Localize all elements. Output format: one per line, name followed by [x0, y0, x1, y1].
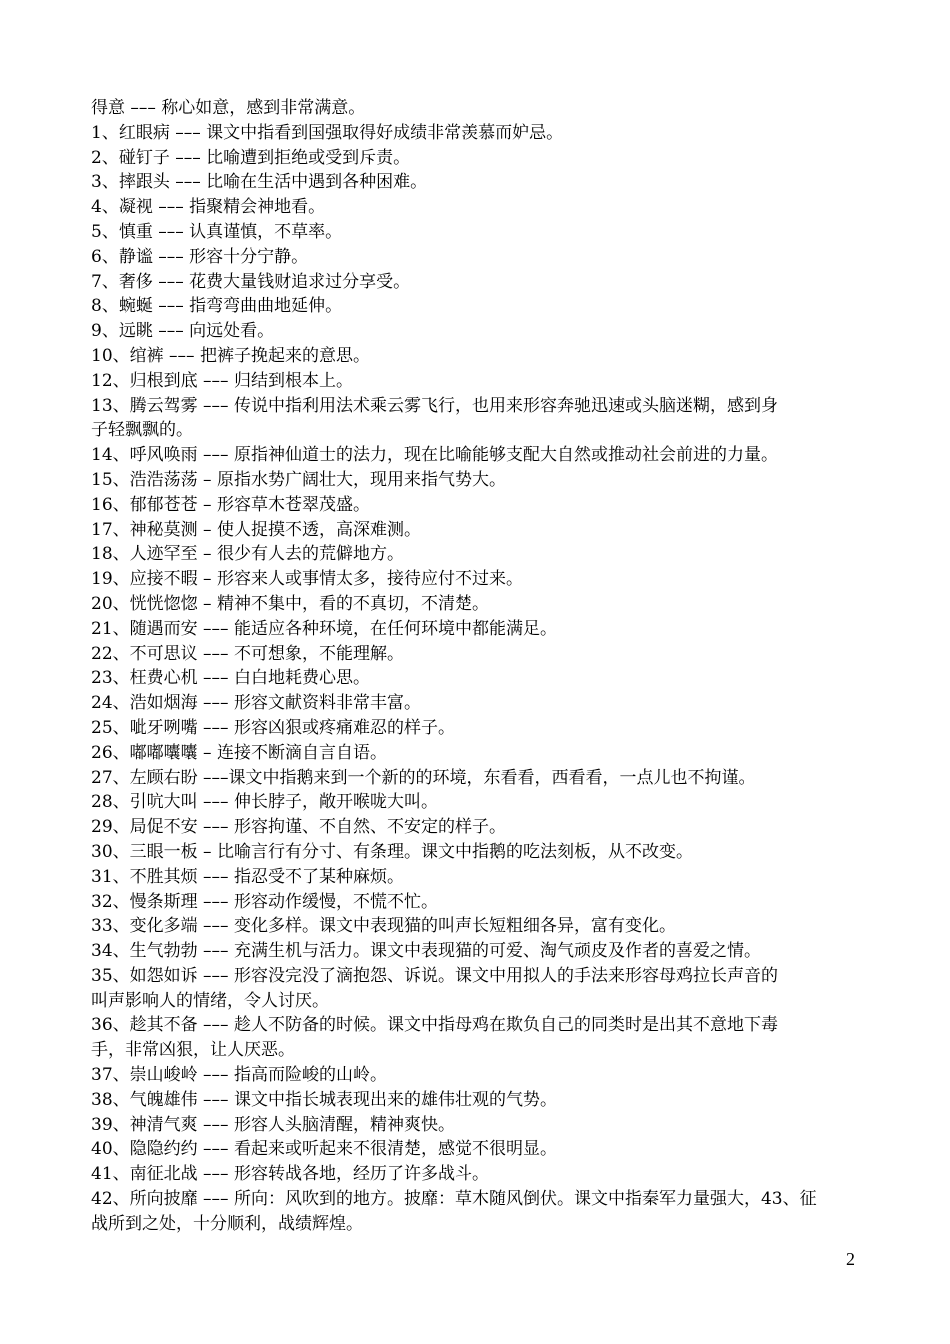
text-line: 42、所向披靡 ––– 所向：风吹到的地方。披靡：草木随风倒伏。课文中指秦军力量强大，43、征 [91, 1189, 817, 1210]
text-line: 5、慎重 ––– 认真谨慎，不草率。 [91, 221, 343, 242]
text-line: 7、奢侈 ––– 花费大量钱财追求过分享受。 [91, 271, 411, 292]
text-line: 37、崇山峻岭 ––– 指高而险峻的山岭。 [91, 1065, 387, 1086]
text-line: 战所到之处，十分顺利，战绩辉煌。 [91, 1213, 363, 1234]
text-line: 31、不胜其烦 ––– 指忍受不了某种麻烦。 [91, 866, 404, 887]
text-line: 29、局促不安 ––– 形容拘谨、不自然、不安定的样子。 [91, 817, 506, 838]
text-line: 33、变化多端 ––– 变化多样。课文中表现猫的叫声长短粗细各异，富有变化。 [91, 916, 676, 937]
text-line: 23、枉费心机 ––– 白白地耗费心思。 [91, 668, 370, 689]
text-line: 40、隐隐约约 ––– 看起来或听起来不很清楚，感觉不很明显。 [91, 1139, 557, 1160]
text-line: 26、嘟嘟囔囔 – 连接不断滴自言自语。 [91, 742, 387, 763]
text-line: 18、人迹罕至 – 很少有人去的荒僻地方。 [91, 544, 404, 565]
text-line: 叫声影响人的情绪，令人讨厌。 [91, 990, 329, 1011]
text-line: 22、不可思议 ––– 不可想象，不能理解。 [91, 643, 404, 664]
text-line: 得意 ––– 称心如意，感到非常满意。 [91, 98, 366, 118]
text-line: 19、应接不暇 – 形容来人或事情太多，接待应付不过来。 [91, 569, 523, 590]
text-line: 16、郁郁苍苍 – 形容草木苍翠茂盛。 [91, 494, 370, 515]
text-line: 24、浩如烟海 ––– 形容文献资料非常丰富。 [91, 693, 421, 714]
text-line: 39、神清气爽 ––– 形容人头脑清醒，精神爽快。 [91, 1114, 455, 1135]
text-line: 13、腾云驾雾 ––– 传说中指利用法术乘云雾飞行，也用来形容奔驰迅速或头脑迷糊，感到身 [91, 395, 778, 416]
text-line: 21、随遇而安 ––– 能适应各种环境，在任何环境中都能满足。 [91, 618, 557, 639]
text-line: 32、慢条斯理 ––– 形容动作缓慢，不慌不忙。 [91, 891, 438, 912]
text-line: 15、浩浩荡荡 – 原指水势广阔壮大，现用来指气势大。 [91, 469, 506, 490]
page-number: 2 [846, 1249, 855, 1269]
text-line: 12、归根到底 ––– 归结到根本上。 [91, 370, 353, 391]
text-line: 20、恍恍惚惚 – 精神不集中，看的不真切，不清楚。 [91, 593, 489, 614]
text-line: 手，非常凶狠，让人厌恶。 [91, 1040, 295, 1061]
text-line: 9、远眺 ––– 向远处看。 [91, 321, 275, 342]
text-line: 27、左顾右盼 –––课文中指鹅来到一个新的的环境，东看看，西看看，一点儿也不拘谨。 [91, 767, 756, 788]
text-line: 10、绾裤 ––– 把裤子挽起来的意思。 [91, 345, 370, 366]
text-line: 34、生气勃勃 ––– 充满生机与活力。课文中表现猫的可爱、淘气顽皮及作者的喜爱之情。 [91, 941, 761, 962]
text-line: 14、呼风唤雨 ––– 原指神仙道士的法力，现在比喻能够支配大自然或推动社会前进的力量。 [91, 445, 778, 466]
text-line: 41、南征北战 ––– 形容转战各地，经历了许多战斗。 [91, 1164, 489, 1185]
text-line: 3、摔跟头 ––– 比喻在生活中遇到各种困难。 [91, 172, 428, 193]
text-line: 35、如怨如诉 ––– 形容没完没了滴抱怨、诉说。课文中用拟人的手法来形容母鸡拉长声音的 [91, 965, 778, 986]
text-line: 38、气魄雄伟 ––– 课文中指长城表现出来的雄伟壮观的气势。 [91, 1089, 557, 1110]
text-line: 6、静谧 ––– 形容十分宁静。 [91, 246, 309, 267]
text-line: 17、神秘莫测 – 使人捉摸不透，高深难测。 [91, 519, 421, 540]
text-line: 4、凝视 ––– 指聚精会神地看。 [91, 197, 326, 218]
document-body [91, 96, 866, 1237]
text-line: 子轻飘飘的。 [91, 420, 193, 441]
text-line: 30、三眼一板 – 比喻言行有分寸、有条理。课文中指鹅的吃法刻板，从不改变。 [91, 841, 693, 862]
text-line: 36、趁其不备 ––– 趁人不防备的时候。课文中指母鸡在欺负自己的同类时是出其不意地下毒 [91, 1015, 778, 1036]
text-line: 25、呲牙咧嘴 ––– 形容凶狠或疼痛难忍的样子。 [91, 717, 455, 738]
text-line: 28、引吭大叫 ––– 伸长脖子，敞开喉咙大叫。 [91, 792, 438, 813]
text-line: 8、蜿蜒 ––– 指弯弯曲曲地延伸。 [91, 296, 343, 317]
text-line: 1、红眼病 ––– 课文中指看到国强取得好成绩非常羡慕而妒忌。 [91, 122, 564, 143]
text-line: 2、碰钉子 ––– 比喻遭到拒绝或受到斥责。 [91, 147, 411, 168]
